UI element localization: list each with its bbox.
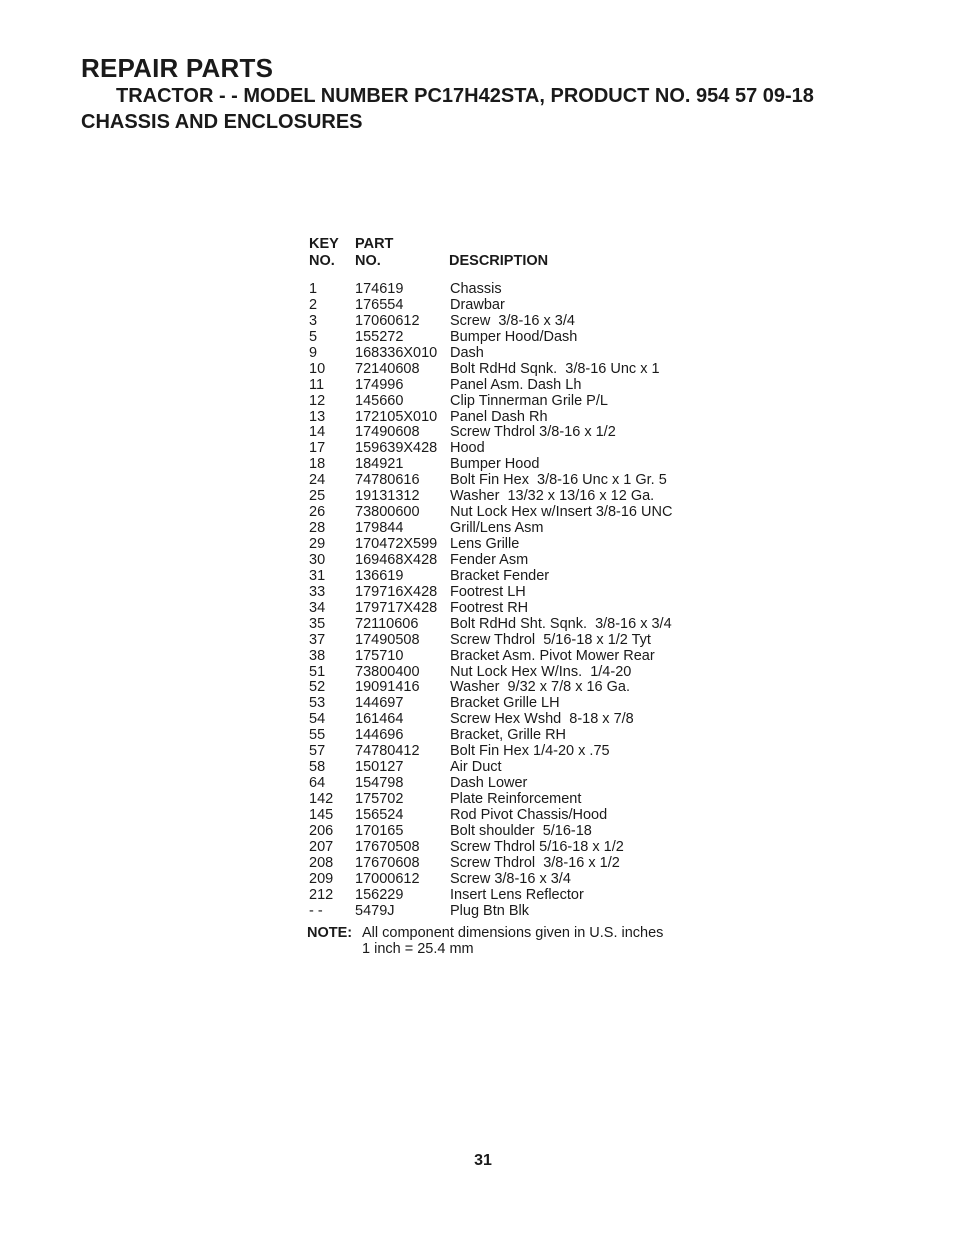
- header-description: DESCRIPTION: [449, 253, 549, 269]
- row-part-no: 170472X599: [355, 536, 438, 552]
- page-title: REPAIR PARTS: [81, 53, 274, 83]
- table-row: [309, 457, 672, 473]
- parts-table: [309, 237, 672, 920]
- table-row: [309, 282, 672, 298]
- table-row: [309, 314, 672, 330]
- row-key-no: 28: [309, 520, 326, 537]
- row-part-no: 174996: [355, 376, 404, 393]
- row-part-no: 17670508: [355, 838, 420, 855]
- row-description: Lens Grille: [450, 536, 520, 552]
- row-part-no: 74780616: [355, 472, 420, 489]
- row-part-no: 169468X428: [355, 551, 438, 568]
- row-key-no: 17: [309, 440, 326, 457]
- row-description: Grill/Lens Asm: [450, 520, 544, 537]
- row-part-no: 144696: [355, 727, 404, 744]
- row-key-no: - -: [309, 902, 323, 919]
- row-key-no: 52: [309, 679, 326, 696]
- row-description: Panel Dash Rh: [450, 408, 548, 425]
- table-row: [309, 776, 672, 792]
- row-part-no: 19131312: [355, 488, 420, 505]
- row-key-no: 30: [309, 551, 326, 568]
- row-part-no: 17490608: [355, 424, 420, 441]
- row-description: Footrest RH: [450, 599, 529, 616]
- table-row: [309, 410, 672, 426]
- row-description: Screw 3/8-16 x 3/4: [450, 312, 575, 329]
- row-description: Screw Hex Wshd 8-18 x 7/8: [450, 711, 634, 728]
- row-description: Rod Pivot Chassis/Hood: [450, 806, 608, 823]
- row-key-no: 25: [309, 488, 326, 505]
- table-row: [309, 585, 672, 601]
- row-key-no: 207: [309, 838, 334, 855]
- row-part-no: 179716X428: [355, 583, 438, 600]
- row-description: Screw Thdrol 5/16-18 x 1/2: [450, 838, 624, 855]
- note-label: NOTE:: [307, 925, 353, 941]
- row-description: Clip Tinnerman Grile P/L: [450, 392, 608, 409]
- row-description: Bolt Fin Hex 1/4-20 x .75: [450, 743, 610, 760]
- row-key-no: 142: [309, 791, 334, 807]
- row-description: Footrest LH: [450, 583, 526, 600]
- row-key-no: 3: [309, 312, 318, 329]
- row-key-no: 54: [309, 711, 326, 728]
- table-row: [309, 728, 672, 744]
- row-description: Bolt shoulder 5/16-18: [450, 822, 592, 839]
- row-part-no: 159639X428: [355, 440, 438, 457]
- row-description: Plug Btn Blk: [450, 902, 529, 919]
- row-part-no: 156524: [355, 806, 404, 823]
- row-key-no: 29: [309, 536, 326, 552]
- row-part-no: 17670608: [355, 854, 420, 871]
- row-key-no: 212: [309, 886, 334, 903]
- page-number: 31: [474, 1152, 492, 1169]
- table-row: [309, 792, 672, 808]
- row-description: Bracket Asm. Pivot Mower Rear: [450, 647, 655, 664]
- row-key-no: 5: [309, 328, 318, 345]
- row-key-no: 1: [309, 281, 318, 297]
- table-row: [309, 537, 672, 553]
- row-part-no: 19091416: [355, 679, 420, 696]
- table-row: [309, 505, 672, 521]
- table-row: [309, 840, 672, 856]
- row-description: Bumper Hood: [450, 456, 540, 473]
- table-row: [309, 489, 672, 505]
- row-part-no: 155272: [355, 328, 404, 345]
- row-part-no: 144697: [355, 695, 404, 712]
- row-key-no: 34: [309, 599, 326, 616]
- note-text-line1: All component dimensions given in U.S. inches: [362, 925, 664, 941]
- table-row: [309, 808, 672, 824]
- table-row: [309, 904, 672, 920]
- row-part-no: 156229: [355, 886, 404, 903]
- row-part-no: 170165: [355, 822, 404, 839]
- row-key-no: 53: [309, 695, 326, 712]
- row-description: Washer 9/32 x 7/8 x 16 Ga.: [450, 679, 630, 696]
- row-description: Nut Lock Hex W/Ins. 1/4-20: [450, 663, 632, 680]
- note-text-line2: 1 inch = 25.4 mm: [362, 940, 474, 957]
- table-row: [309, 744, 672, 760]
- row-description: Bumper Hood/Dash: [450, 328, 578, 345]
- row-key-no: 24: [309, 472, 326, 489]
- row-description: Air Duct: [450, 759, 502, 776]
- row-part-no: 5479J: [355, 902, 395, 919]
- row-key-no: 64: [309, 775, 326, 792]
- page-subtitle: TRACTOR - - MODEL NUMBER PC17H42STA, PRODUCT NO. 954 57 09-18: [116, 85, 814, 107]
- row-key-no: 9: [309, 344, 318, 361]
- row-part-no: 184921: [355, 456, 404, 473]
- row-key-no: 12: [309, 392, 326, 409]
- row-part-no: 168336X010: [355, 344, 438, 361]
- row-description: Fender Asm: [450, 551, 529, 568]
- table-row: [309, 696, 672, 712]
- row-part-no: 136619: [355, 567, 404, 584]
- table-row: [309, 649, 672, 665]
- row-part-no: 175702: [355, 791, 404, 807]
- row-description: Bracket, Grille RH: [450, 727, 567, 744]
- table-row: [309, 888, 672, 904]
- table-row: [309, 521, 672, 537]
- table-row: [309, 362, 672, 378]
- parts-table-header: [309, 237, 672, 271]
- row-part-no: 172105X010: [355, 408, 438, 425]
- table-row: [309, 856, 672, 872]
- row-description: Washer 13/32 x 13/16 x 12 Ga.: [450, 488, 655, 505]
- row-description: Bracket Fender: [450, 567, 550, 584]
- table-row: [309, 330, 672, 346]
- section-title: CHASSIS AND ENCLOSURES: [81, 111, 363, 133]
- row-part-no: 17490508: [355, 631, 420, 648]
- row-description: Dash Lower: [450, 775, 528, 792]
- row-description: Hood: [450, 440, 485, 457]
- row-part-no: 73800400: [355, 663, 420, 680]
- table-row: [309, 346, 672, 362]
- row-description: Screw Thdrol 5/16-18 x 1/2 Tyt: [450, 631, 651, 648]
- table-row: [309, 760, 672, 776]
- row-key-no: 13: [309, 408, 326, 425]
- row-description: Chassis: [450, 281, 502, 297]
- row-key-no: 208: [309, 854, 334, 871]
- table-row: [309, 473, 672, 489]
- table-row: [309, 601, 672, 617]
- table-row: [309, 378, 672, 394]
- row-key-no: 14: [309, 424, 326, 441]
- parts-table-body: [309, 282, 672, 920]
- table-row: [309, 680, 672, 696]
- row-part-no: 17060612: [355, 312, 420, 329]
- table-row: [309, 553, 672, 569]
- row-part-no: 74780412: [355, 743, 420, 760]
- header-key-line2: NO.: [309, 253, 335, 269]
- row-part-no: 73800600: [355, 504, 420, 521]
- row-key-no: 10: [309, 360, 326, 377]
- row-part-no: 179717X428: [355, 599, 438, 616]
- row-part-no: 17000612: [355, 870, 420, 887]
- row-key-no: 2: [309, 296, 318, 313]
- row-part-no: 175710: [355, 647, 404, 664]
- row-description: Bolt Fin Hex 3/8-16 Unc x 1 Gr. 5: [450, 472, 667, 489]
- row-part-no: 176554: [355, 296, 404, 313]
- row-part-no: 145660: [355, 392, 404, 409]
- table-row: [309, 665, 672, 681]
- row-key-no: 206: [309, 822, 334, 839]
- table-row: [309, 617, 672, 633]
- row-key-no: 55: [309, 727, 326, 744]
- row-description: Bolt RdHd Sht. Sqnk. 3/8-16 x 3/4: [450, 615, 672, 632]
- row-key-no: 51: [309, 663, 326, 680]
- row-description: Drawbar: [450, 296, 505, 313]
- row-part-no: 161464: [355, 711, 404, 728]
- row-description: Nut Lock Hex w/Insert 3/8-16 UNC: [450, 504, 673, 521]
- row-part-no: 179844: [355, 520, 404, 537]
- row-key-no: 31: [309, 567, 326, 584]
- row-description: Screw 3/8-16 x 3/4: [450, 870, 571, 887]
- table-row: [309, 569, 672, 585]
- row-description: Screw Thdrol 3/8-16 x 1/2: [450, 424, 616, 441]
- header-key-line1: KEY: [309, 236, 339, 252]
- table-row: [309, 872, 672, 888]
- row-key-no: 11: [309, 376, 325, 393]
- row-key-no: 209: [309, 870, 334, 887]
- table-row: [309, 633, 672, 649]
- row-description: Panel Asm. Dash Lh: [450, 376, 582, 393]
- row-key-no: 58: [309, 759, 326, 776]
- row-description: Insert Lens Reflector: [450, 886, 584, 903]
- header-part-line1: PART: [355, 236, 394, 252]
- row-description: Plate Reinforcement: [450, 791, 582, 807]
- row-key-no: 26: [309, 504, 326, 521]
- table-row: [309, 712, 672, 728]
- row-part-no: 154798: [355, 775, 404, 792]
- row-description: Dash: [450, 344, 484, 361]
- row-part-no: 72140608: [355, 360, 420, 377]
- row-description: Bolt RdHd Sqnk. 3/8-16 Unc x 1: [450, 360, 660, 377]
- row-key-no: 33: [309, 583, 326, 600]
- row-key-no: 38: [309, 647, 326, 664]
- table-row: [309, 441, 672, 457]
- table-row: [309, 824, 672, 840]
- row-key-no: 145: [309, 806, 334, 823]
- row-description: Screw Thdrol 3/8-16 x 1/2: [450, 854, 620, 871]
- row-key-no: 57: [309, 743, 326, 760]
- row-key-no: 37: [309, 631, 326, 648]
- row-part-no: 174619: [355, 281, 404, 297]
- table-row: [309, 298, 672, 314]
- row-key-no: 35: [309, 615, 326, 632]
- table-row: [309, 425, 672, 441]
- row-part-no: 150127: [355, 759, 404, 776]
- row-description: Bracket Grille LH: [450, 695, 560, 712]
- row-part-no: 72110606: [355, 615, 419, 632]
- row-key-no: 18: [309, 456, 326, 473]
- header-part-line2: NO.: [355, 253, 381, 269]
- table-row: [309, 394, 672, 410]
